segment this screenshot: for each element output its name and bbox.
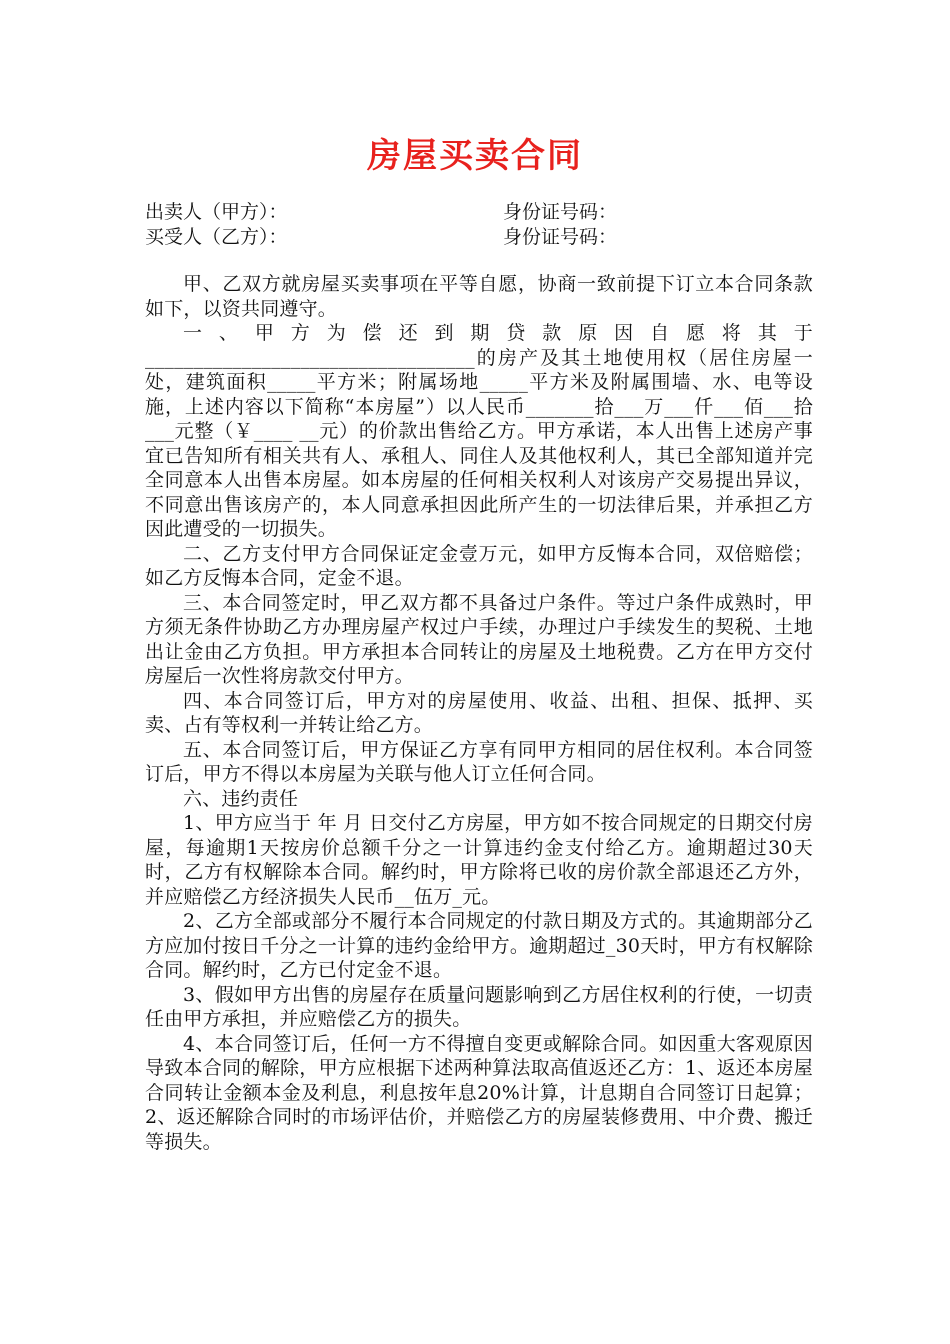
paragraph-liability-1: 1、甲方应当于 年 月 日交付乙方房屋，甲方如不按合同规定的日期交付房屋，每逾期1天按房价总额千分之一计算违约金支付给乙方。逾期超过30天时，乙方有权解除本合同。解约时，甲方除将已收的房价款全部退还乙方外，并应赔偿乙方经济损失人民币__伍万_元。: [145, 812, 813, 908]
paragraph-clause-6-heading: 六、违约责任: [183, 787, 299, 810]
buyer-row: [145, 224, 805, 250]
paragraph-clause-1: 一、甲方为偿还到期贷款原因自愿将其于__________________________________的房产及其土地使用权（居住房屋一处，建筑面积_____平方米；附属场地_____平方米及附属围墙、水、电等设施，上述内容以下简称“本房屋”）以人民币_______拾___万___仟___佰___拾___元整（￥____ __元）的价款出售给乙方。甲方承诺，本人出售上述房产事宜已告知所有相关共有人、承租人、同住人及其他权利人，其已全部知道并完全同意本人出售本房屋。如本房屋的任何相关权利人对该房产交易提出异议，不同意出售该房产的，本人同意承担因此所产生的一切法律后果，并承担乙方因此遭受的一切损失。: [145, 322, 813, 540]
seller-id-label: 身份证号码：: [503, 201, 618, 223]
paragraph-clause-3: 三、本合同签定时，甲乙双方都不具备过户条件。等过户条件成熟时，甲方须无条件协助乙方办理房屋产权过户手续，办理过户手续发生的契税、土地出让金由乙方负担。甲方承担本合同转让的房屋及土地税费。乙方在甲方交付房屋后一次性将房款交付甲方。: [145, 591, 813, 687]
paragraph-liability-2: 2、乙方全部或部分不履行本合同规定的付款日期及方式的。其逾期部分乙方应加付按日千分之一计算的违约金给甲方。逾期超过_30天时，甲方有权解除合同。解约时，乙方已付定金不退。: [145, 910, 813, 981]
paragraph-clause-4: 四、本合同签订后，甲方对的房屋使用、收益、出租、担保、抵押、买卖、占有等权利一并转让给乙方。: [145, 689, 813, 736]
document-title: 房屋买卖合同: [367, 136, 583, 176]
paragraph-clause-2: 二、乙方支付甲方合同保证定金壹万元，如甲方反悔本合同，双倍赔偿；如乙方反悔本合同，定金不退。: [145, 542, 813, 589]
paragraph-liability-4: 4、本合同签订后，任何一方不得擅自变更或解除合同。如因重大客观原因导致本合同的解除，甲方应根据下述两种算法取高值返还乙方：1、返还本房屋合同转让金额本金及利息，利息按年息20%计算，计息期自合同签订日起算；2、返还解除合同时的市场评估价，并赔偿乙方的房屋装修费用、中介费、搬迁等损失。: [145, 1032, 813, 1153]
paragraph-liability-3: 3、假如甲方出售的房屋存在质量问题影响到乙方居住权利的行使，一切责任由甲方承担，并应赔偿乙方的损失。: [145, 983, 813, 1030]
seller-row: [145, 199, 805, 225]
contract-body: [145, 272, 813, 1154]
seller-label: 出卖人（甲方）：: [145, 201, 288, 223]
paragraph-intro: 甲、乙双方就房屋买卖事项在平等自愿，协商一致前提下订立本合同条款如下，以资共同遵守。: [145, 273, 813, 320]
buyer-id-label: 身份证号码：: [503, 226, 618, 248]
buyer-label: 买受人（乙方）：: [145, 226, 288, 248]
paragraph-clause-5: 五、本合同签订后，甲方保证乙方享有同甲方相同的居住权利。本合同签订后，甲方不得以本房屋为关联与他人订立任何合同。: [145, 738, 813, 785]
